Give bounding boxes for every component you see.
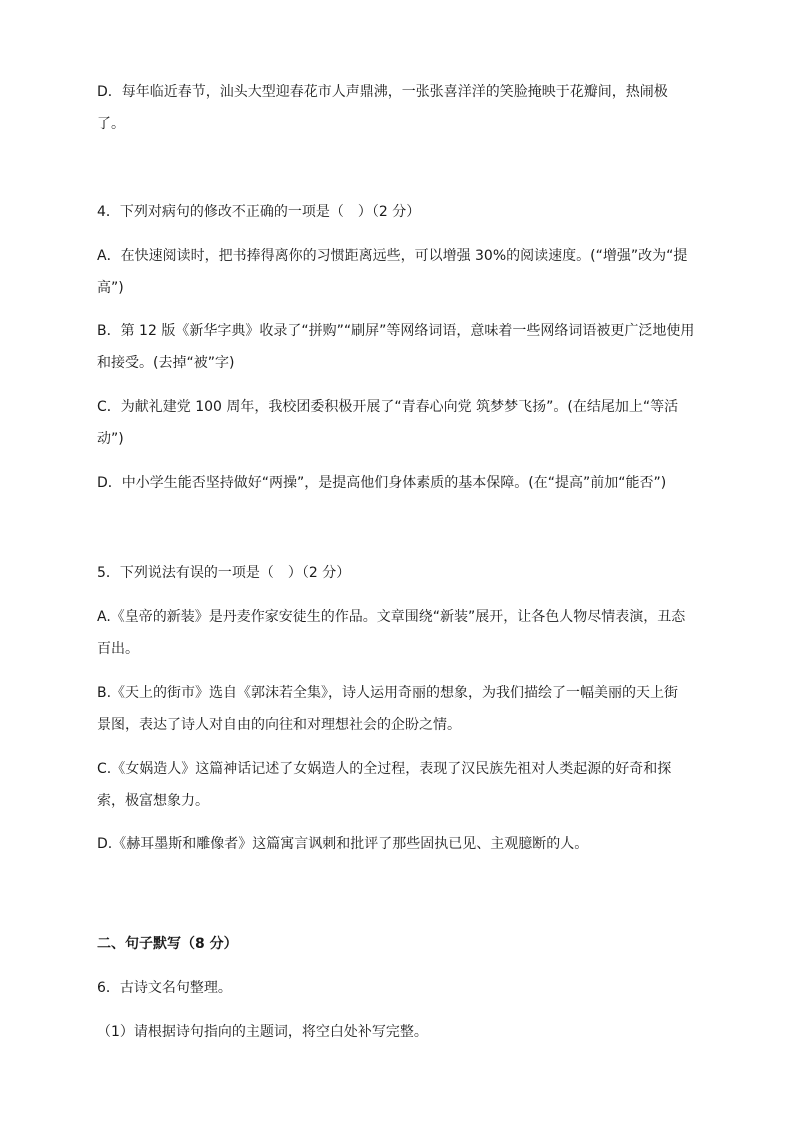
q4-option-a-line1: A．在快速阅读时，把书捧得离你的习惯距离远些，可以增强 30%的阅读速度。(“增强”改为“提 — [97, 248, 688, 264]
q4-option-c-line2: 动”) — [97, 431, 124, 447]
q3-option-d-line1: D．每年临近春节，汕头大型迎春花市人声鼎沸，一张张喜洋洋的笑脸掩映于花瓣间，热闹极 — [97, 84, 668, 100]
q5-option-a-line2: 百出。 — [97, 641, 139, 657]
q3-option-d-line2: 了。 — [97, 116, 125, 132]
section-2-heading: 二、句子默写（8 分） — [97, 936, 238, 952]
q5-option-b-line2: 景图，表达了诗人对自由的向往和对理想社会的企盼之情。 — [97, 717, 461, 733]
q4-option-c-line1: C．为献礼建党 100 周年，我校团委积极开展了“青春心向党 筑梦梦飞扬”。(在结尾加上“等活 — [97, 399, 679, 415]
q4-option-d-line1: D．中小学生能否坚持做好“两操”，是提高他们身体素质的基本保障。(在“提高”前加“能否”) — [97, 475, 667, 491]
q6-stem: 6．古诗文名句整理。 — [97, 980, 232, 996]
q4-stem: 4．下列对病句的修改不正确的一项是（ ）（2 分） — [97, 204, 421, 220]
q5-option-b-line1: B.《天上的街市》选自《郭沫若全集》，诗人运用奇丽的想象，为我们描绘了一幅美丽的天上街 — [97, 685, 679, 701]
q5-option-d-line1: D.《赫耳墨斯和雕像者》这篇寓言讽刺和批评了那些固执已见、主观臆断的人。 — [97, 836, 589, 852]
q4-option-a-line2: 高”) — [97, 280, 124, 296]
q5-option-a-line1: A.《皇帝的新装》是丹麦作家安徒生的作品。文章围绕“新装”展开，让各色人物尽情表演，丑态 — [97, 609, 686, 625]
q6-sub-question-1: （1）请根据诗句指向的主题词，将空白处补写完整。 — [97, 1024, 428, 1040]
q4-option-b-line1: B．第 12 版《新华字典》收录了“拼购”“刷屏”等网络词语，意味着一些网络词语被更广泛地使用 — [97, 323, 695, 339]
q5-option-c-line1: C.《女娲造人》这篇神话记述了女娲造人的全过程，表现了汉民族先祖对人类起源的好奇和探 — [97, 761, 672, 777]
q5-option-c-line2: 索，极富想象力。 — [97, 793, 209, 809]
q5-stem: 5．下列说法有误的一项是（ ）（2 分） — [97, 565, 351, 581]
q4-option-b-line2: 和接受。(去掉“被”字) — [97, 355, 235, 371]
